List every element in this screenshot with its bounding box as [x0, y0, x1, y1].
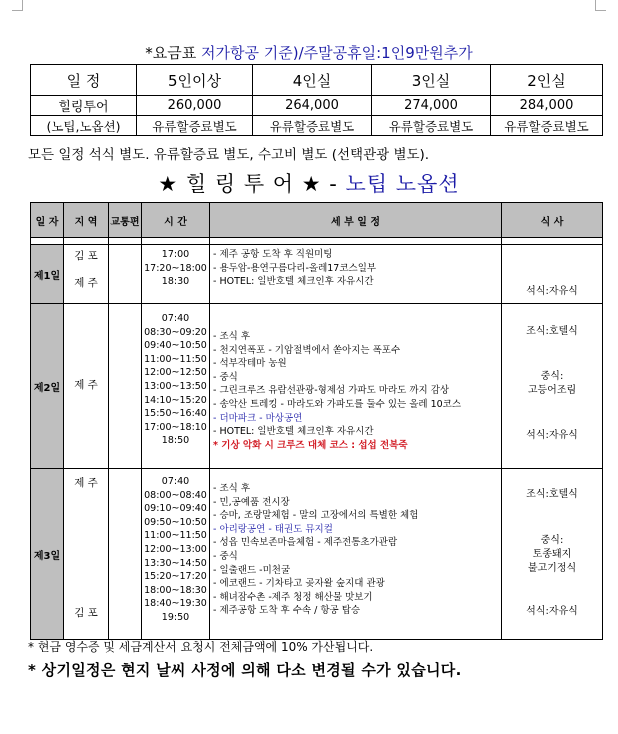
weather-alt-note: * 기상 악화 시 크루즈 대체 코스 : 섭섭 전복죽	[213, 439, 408, 451]
schedule-item: - 성읍 민속보존마을체험 - 제주전통초가관람	[213, 537, 398, 549]
meal-entry: 중식:	[540, 535, 564, 546]
price-5plus: 260,000	[137, 96, 253, 116]
place-label: 제 주	[74, 477, 98, 489]
time-entry: 13:30~14:50	[144, 557, 207, 569]
time-entry: 18:30	[161, 276, 190, 288]
meal-cell	[502, 469, 603, 640]
price-col-5plus: 5인이상	[137, 65, 253, 96]
place-label: 제 주	[74, 277, 98, 289]
time-entry: 17:00~18:10	[144, 421, 207, 433]
region-cell	[64, 245, 109, 304]
schedule-item: - 제주공항 도착 후 수속 / 항공 탑승	[213, 605, 361, 617]
schedule-item: - 중식	[213, 371, 238, 383]
time-entry: 08:00~08:40	[144, 489, 207, 501]
transport-cell	[109, 469, 142, 640]
col-meal: 식 사	[502, 203, 603, 238]
day-row-1	[31, 245, 603, 304]
meal-entry: 중식:	[540, 371, 564, 382]
schedule-item: - 해녀잠수촌 -제주 청정 해산물 맛보기	[213, 591, 373, 603]
schedule-item: - 송악산 트레킹 - 마라도와 가파도를 둘수 있는 올레 10코스	[213, 398, 462, 410]
price-col-4room: 4인실	[253, 65, 372, 96]
price-col-3room: 3인실	[372, 65, 491, 96]
col-detail: 세 부 일 정	[210, 203, 502, 238]
price-row	[31, 96, 603, 116]
time-entry: 15:50~16:40	[144, 408, 207, 420]
col-region: 지 역	[64, 203, 109, 238]
meal-entry: 석식:자유식	[526, 430, 578, 441]
time-entry: 12:00~13:00	[144, 543, 207, 555]
schedule-item: - 조식 후	[213, 483, 250, 494]
place-label: 제 주	[74, 379, 98, 391]
schedule-item: - HOTEL: 일반호텔 체크인후 자유시간	[213, 426, 374, 438]
meal-entry: 석식:자유식	[526, 606, 578, 617]
price-sub-row	[31, 116, 603, 136]
notice-top: 모든 일정 석식 별도. 유류할증료 별도, 수고비 별도 (선택관광 별도).	[28, 147, 430, 163]
fuel-note: 유류할증료별도	[372, 116, 491, 136]
time-entry: 07:40	[161, 313, 190, 324]
time-entry: 09:40~10:50	[144, 340, 207, 352]
place-label: 김 포	[74, 250, 98, 262]
schedule-item: - 중식	[213, 550, 238, 562]
transport-cell	[109, 304, 142, 469]
time-entry: 08:30~09:20	[144, 326, 207, 338]
place-label: 김 포	[74, 607, 98, 619]
fuel-note: 유류할증료별도	[253, 116, 372, 136]
time-entry: 11:00~11:50	[144, 530, 207, 542]
time-entry: 15:20~17:20	[144, 571, 207, 583]
meal-entry: 토종돼지	[532, 549, 572, 560]
tour-title: ★ 힐 링 투 어 ★ - 노팁 노옵션	[158, 172, 460, 196]
col-day: 일 자	[31, 203, 64, 238]
detail-cell	[210, 304, 502, 469]
time-entry: 09:50~10:50	[144, 516, 207, 528]
tax-note: * 현금 영수증 및 세금계산서 요청시 전체금액에 10% 가산됩니다.	[28, 640, 374, 654]
time-entry: 14:10~15:20	[144, 394, 207, 406]
meal-cell	[502, 304, 603, 469]
meal-entry: 고등어조림	[527, 385, 577, 396]
time-entry: 13:00~13:50	[144, 380, 207, 392]
time-entry: 09:10~09:40	[144, 503, 207, 515]
price-3room: 274,000	[372, 96, 491, 116]
spacer-row	[31, 238, 603, 245]
schedule-table	[30, 202, 603, 640]
time-entry: 07:40	[161, 476, 190, 487]
schedule-header-row	[31, 203, 603, 238]
time-entry: 12:00~12:50	[144, 367, 207, 379]
price-table-title: *요금표 저가항공 기준)/주말공휴일:1인9만원추가	[145, 44, 473, 62]
schedule-change-notice: * 상기일정은 현지 날씨 사정에 의해 다소 변경될 수가 있습니다.	[28, 661, 462, 679]
meal-entry: 조식:호텔식	[526, 489, 578, 500]
tour-name-cell: 힐링투어	[31, 96, 137, 116]
schedule-item: - 아리랑공연 - 태권도 뮤지컬	[213, 523, 333, 535]
time-cell	[142, 304, 210, 469]
price-header-row	[31, 65, 603, 96]
page-corner-mark-right	[595, 0, 606, 11]
fuel-note: 유류할증료별도	[137, 116, 253, 136]
schedule-item: - 더마파크 - 마상공연	[213, 412, 303, 424]
schedule-item: - 용두암-용연구름다리-올레17코스일부	[213, 262, 377, 274]
time-cell	[142, 469, 210, 640]
time-entry: 17:00	[161, 249, 190, 260]
price-col-2room: 2인실	[491, 65, 603, 96]
schedule-item: - 제주 공항 도착 후 직원미팅	[213, 249, 333, 260]
meal-entry: 불고기정식	[527, 563, 577, 574]
day-label: 제3일	[31, 469, 64, 640]
price-2room: 284,000	[491, 96, 603, 116]
time-entry: 11:00~11:50	[144, 353, 207, 365]
transport-cell	[109, 245, 142, 304]
col-transport: 교통편	[109, 203, 142, 238]
schedule-item: - 일출랜드 -미천굴	[213, 564, 291, 576]
price-4room: 264,000	[253, 96, 372, 116]
detail-cell	[210, 245, 502, 304]
schedule-item: - HOTEL: 일반호텔 체크인후 자유시간	[213, 276, 374, 288]
time-entry: 18:00~18:30	[144, 584, 207, 596]
tour-option-cell: (노팁,노옵션)	[31, 116, 137, 136]
meal-cell	[502, 245, 603, 304]
schedule-item: - 승마, 조랑말체험 - 말의 고장에서의 특별한 체험	[213, 510, 419, 522]
schedule-item: - 석부작테마 농원	[213, 358, 287, 370]
time-entry: 18:50	[161, 435, 190, 447]
day-row-2	[31, 304, 603, 469]
col-time: 시 간	[142, 203, 210, 238]
day-label: 제1일	[31, 245, 64, 304]
schedule-item: - 천지연폭포 - 기암절벽에서 쏟아지는 폭포수	[213, 344, 401, 356]
detail-cell	[210, 469, 502, 640]
schedule-item: - 민,공예품 전시장	[213, 496, 290, 508]
region-cell	[64, 304, 109, 469]
day-label: 제2일	[31, 304, 64, 469]
time-entry: 17:20~18:00	[144, 262, 207, 274]
region-cell	[64, 469, 109, 640]
time-entry: 19:50	[161, 611, 190, 623]
schedule-item: - 그린크루즈 유람선관광-형제섬 가파도 마라도 까지 감상	[213, 385, 450, 397]
time-entry: 18:40~19:30	[144, 598, 207, 610]
time-cell	[142, 245, 210, 304]
schedule-item: - 조식 후	[213, 331, 250, 342]
meal-entry: 조식:호텔식	[526, 326, 578, 337]
meal-entry: 석식:자유식	[526, 286, 578, 297]
day-row-3	[31, 469, 603, 640]
price-table	[30, 64, 603, 136]
page-corner-mark-left	[12, 0, 23, 11]
fuel-note: 유류할증료별도	[491, 116, 603, 136]
price-col-schedule: 일 정	[31, 65, 137, 96]
schedule-item: - 에코랜드 - 기차타고 곶자왈 숲지대 관광	[213, 578, 385, 590]
